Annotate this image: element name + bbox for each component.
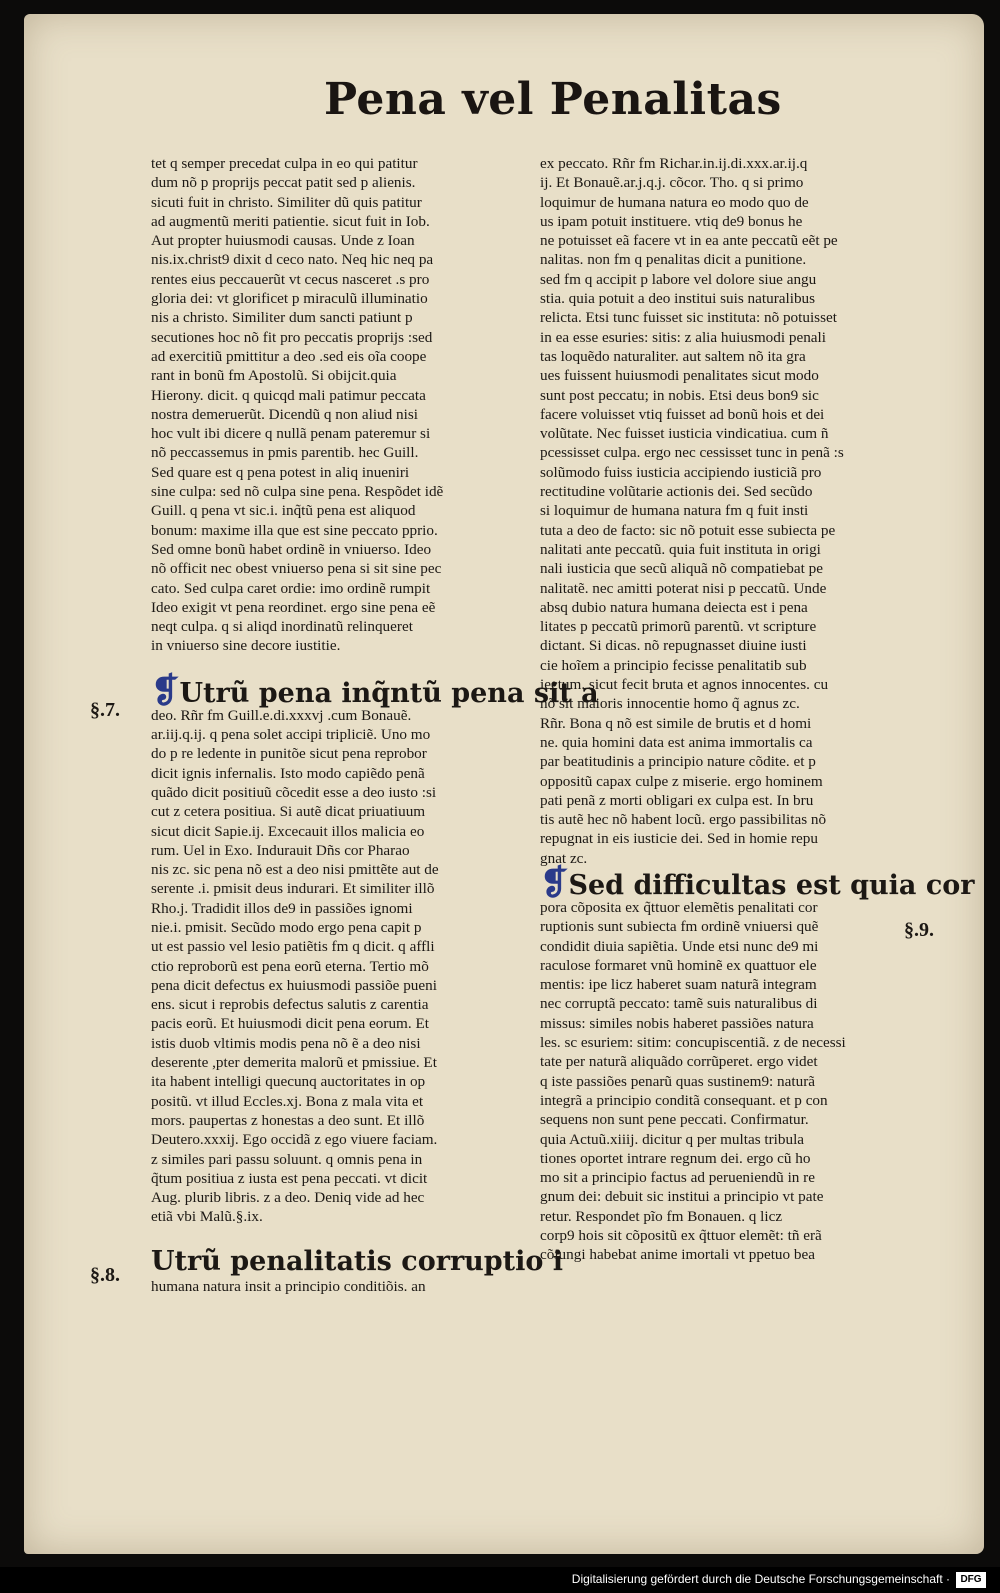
- text-line: ut est passio vel lesio patiẽtis fm q dicit. q affli: [151, 938, 435, 956]
- text-line: nali iusticia que secũ aliquã nõ compatiebat pe: [540, 560, 823, 578]
- text-line: q iste passiões penarũ quas sustinem9: naturã: [540, 1072, 816, 1090]
- text-line: sicut dicit Sapie.ij. Excecauit illos malicia eo: [151, 822, 425, 840]
- text-line: tet q semper precedat culpa in eo qui patitur: [151, 155, 418, 172]
- text-line: par beatitudinis a principio nature cõdite. et p: [540, 753, 816, 771]
- text-line: nõ peccassemus in pmis parentib. hec Guill.: [151, 444, 419, 462]
- text-line: nis a christo. Similiter dum sancti patiunt p: [151, 309, 413, 327]
- pilcrow-icon: ❡: [540, 862, 569, 903]
- text-line: mentis: ipe licz haberet suam naturã integram: [540, 976, 817, 994]
- text-line: sicuti fuit in christo. Similiter dũ quis patitur: [151, 193, 422, 211]
- section-mark-7: §.7.: [90, 699, 120, 721]
- text-line: raculose formaret vnũ hominẽ ex quattuor ele: [540, 956, 817, 974]
- text-line: ens. sicut i reprobis defectus salutis z carentia: [151, 996, 429, 1014]
- text-line: ita habent intelligi quecunq auctoritates in op: [151, 1073, 426, 1091]
- text-line: quia Actuũ.xiiij. dicitur q per multas tribula: [540, 1130, 805, 1148]
- text-line: q̃tum positiua z iusta est pena peccati. vt dicit: [151, 1169, 428, 1187]
- text-line: rentes eius peccauerũt vt cecus nasceret .s pro: [151, 270, 430, 288]
- text-line: solũmodo fuiss iusticia accipiendo iusticiã pro: [540, 463, 822, 481]
- text-line: pati penã z morti obligari ex culpa est. In bru: [540, 791, 814, 809]
- text-line: dicit ignis infernalis. Isto modo capiẽdo penã: [151, 764, 425, 782]
- text-line: volũtate. Nec fuisset iusticia vindicatiua. cum ñ: [540, 425, 829, 443]
- text-line: sunt post peccatu; in nobis. Etsi deus bon9 sic: [540, 386, 819, 404]
- text-line: neqt culpa. q si aliqd inordinatũ relinqueret: [151, 618, 413, 636]
- text-line: corp9 hois sit cõpositũ ex q̃ttuor elemẽt: tñ erã: [540, 1227, 822, 1245]
- text-line: nalitati ante peccatũ. quia fuit instituta in origi: [540, 540, 821, 558]
- text-line: tis autẽ hec nõ habent locũ. ergo passibilitas nõ: [540, 811, 827, 829]
- left-paragraph-2: [151, 706, 537, 1227]
- footer-bar: [0, 1567, 1000, 1593]
- left-heading-1: ❡Utrũ pena inq̃ntũ pena sit a: [151, 670, 599, 711]
- text-line: positũ. vt illud Eccles.xj. Bona z mala vita et: [151, 1092, 424, 1110]
- text-line: Aug. plurib libris. z a deo. Deniq vide ad hec: [151, 1189, 425, 1207]
- text-line: ne. quia homini data est anima immortalis ca: [540, 733, 813, 751]
- text-line: oppositũ capax culpe z miserie. ergo hominem: [540, 772, 823, 790]
- text-line: sequens non sunt pene peccati. Confirmatur.: [540, 1111, 809, 1129]
- text-line: dum nõ p proprijs peccat patit sed p alienis.: [151, 174, 416, 192]
- text-line: nostra demeruerũt. Dicendũ q non aliud nisi: [151, 405, 418, 423]
- text-line: pcessisset culpa. ergo nec cessisset tunc in penã :s: [540, 444, 844, 462]
- text-line: facere voluisset vtiq fuisset ad bonũ hois et dei: [540, 405, 825, 423]
- text-line: nec corruptã peccato: tamẽ suis naturalibus di: [540, 995, 818, 1013]
- text-line: ues fuissent huiusmodi penalitates sicut modo: [540, 367, 819, 385]
- text-line: Deutero.xxxij. Ego occidã z ego viuere faciam.: [151, 1131, 438, 1149]
- text-line: relicta. Etsi tunc fuisset sic instituta: nõ potuisset: [540, 309, 837, 327]
- text-line: deserente ,pter demerita malorũ et pmissiue. Et: [151, 1054, 437, 1072]
- text-line: tiones oportet intrare regnum dei. ergo cũ ho: [540, 1149, 811, 1167]
- page-title: Pena vel Penalitas: [324, 74, 782, 125]
- section-mark-9: §.9.: [904, 919, 934, 941]
- text-line: us ipam potuit instituere. vtiq de9 bonus he: [540, 212, 803, 230]
- text-line: ruptionis sunt subiecta fm ordinẽ vniuersi quẽ: [540, 918, 819, 936]
- text-line: si loquimur de humana natura fm q fuit insti: [540, 502, 809, 520]
- text-line: nõ sit maioris innocentie homo q̃ agnus zc.: [540, 695, 800, 713]
- text-line: mo sit a principio factus ad perueniendũ in re: [540, 1169, 815, 1187]
- text-line: cõiungi habebat anime imortali vt ppetuo bea: [540, 1246, 815, 1264]
- text-line: z similes pari passu soluunt. q omnis pena in: [151, 1150, 423, 1168]
- text-line: ex peccato. Rñr fm Richar.in.ij.di.xxx.ar.ij.q: [540, 155, 808, 172]
- right-column: [540, 154, 975, 1265]
- text-line: cie hoĩem a principio fecisse penalitatib sub: [540, 656, 807, 674]
- text-line: Guill. q pena vt sic.i. inq̃tũ pena est aliquod: [151, 502, 416, 520]
- text-line: Hierony. dicit. q quicqd mali patimur peccata: [151, 386, 426, 404]
- text-line: bonum: maxime illa que est sine peccato pprio.: [151, 521, 438, 539]
- book-page: [24, 14, 984, 1554]
- text-line: rum. Uel in Exo. Indurauit Dñs cor Pharao: [151, 841, 410, 859]
- text-line: serente .i. pmisit deus indurari. Et similiter illõ: [151, 880, 435, 898]
- text-line: gnat zc.: [540, 849, 588, 867]
- text-line: Sed quare est q pena potest in aliq inueniri: [151, 463, 410, 481]
- text-line: les. sc esuriem: sitim: concupiscentiã. z de necessi: [540, 1034, 846, 1052]
- text-line: dictant. Si dicas. nõ repugnasset diuine iusti: [540, 637, 807, 655]
- text-line: Rho.j. Tradidit illos de9 in passiões ignomi: [151, 899, 413, 917]
- text-line: absq dubio natura humana deiecta est i pena: [540, 598, 808, 616]
- text-line: nis.ix.christ9 dixit d ceco nato. Neq hic neq pa: [151, 251, 434, 269]
- left-paragraph-1: [151, 154, 537, 656]
- text-line: do p re ledente in punitõe sicut pena reprobor: [151, 745, 427, 763]
- pilcrow-icon: ❡: [151, 670, 180, 711]
- text-line: cut z cetera positiua. Si autẽ dicat priuatiuum: [151, 803, 426, 821]
- right-paragraph-1: [540, 154, 924, 868]
- text-line: nie.i. pmisit. Secũdo modo ergo pena capit p: [151, 918, 422, 936]
- dfg-logo: DFG: [956, 1572, 986, 1588]
- text-line: ad exercitiũ pmittitur a deo .sed eis oĩa coope: [151, 347, 427, 365]
- text-line: retur. Respondet pĩo fm Bonauen. q licz: [540, 1207, 783, 1225]
- text-line: ij. Et Bonauẽ.ar.j.q.j. cõcor. Tho. q si primo: [540, 174, 804, 192]
- text-line: condidit diuia sapiẽtia. Unde etsi nunc de9 mi: [540, 937, 819, 955]
- text-line: quãdo dicit positiuũ cõcedit esse a deo iusto :si: [151, 783, 437, 801]
- text-line: pacis eorũ. Et huiusmodi dicit pena eorum. Et: [151, 1015, 429, 1033]
- text-line: tas loquẽdo naturaliter. aut saltem nõ ita gra: [540, 347, 806, 365]
- text-line: ne potuisset eã facere vt in ea ante peccatũ eẽt pe: [540, 232, 838, 250]
- text-line: hoc vult ibi dicere q nullã penam pateremur si: [151, 425, 431, 443]
- text-line: pena dicit defectus ex huiusmodi passiõe pueni: [151, 976, 437, 994]
- text-line: etiã vbi Malũ.§.ix.: [151, 1208, 263, 1226]
- text-line: rant in bonũ fm Apostolũ. Si obijcit.quia: [151, 367, 397, 385]
- text-line: litates p peccatũ primorũ parentũ. vt scripture: [540, 618, 817, 636]
- text-line: ad augmentũ meriti patientie. sicut fuit in Iob.: [151, 212, 430, 230]
- footer-credit: Digitalisierung gefördert durch die Deutsche Forschungsgemeinschaft ·: [571, 1572, 950, 1586]
- text-line: nis zc. sic pena nõ est a deo nisi pmittẽte aut de: [151, 861, 439, 879]
- text-line: istis duob vltimis modis pena nõ ẽ a deo nisi: [151, 1034, 421, 1052]
- text-line: nalitas. non fm q penalitas dicit a punitione.: [540, 251, 807, 269]
- left-paragraph-3: [151, 1277, 537, 1296]
- text-line: integrã a principio conditã consequant. et p con: [540, 1091, 828, 1109]
- text-line: Sed omne bonũ habet ordinẽ in vniuerso. Ideo: [151, 540, 432, 558]
- text-line: in ea esse esuries: sitis: z alia huiusmodi penali: [540, 328, 826, 346]
- text-line: repugnat in eis iusticie dei. Sed in homie repu: [540, 830, 818, 848]
- text-line: ctio reproborũ est pena eorũ eterna. Tertio mõ: [151, 957, 429, 975]
- text-line: ar.iij.q.ij. q pena solet accipi tripliciẽ. Uno mo: [151, 726, 431, 744]
- right-paragraph-2: [540, 898, 924, 1265]
- text-line: deo. Rñr fm Guill.e.di.xxxvj .cum Bonauẽ.: [151, 706, 412, 724]
- text-line: sine culpa: sed nõ culpa sine pena. Respõdet idẽ: [151, 483, 444, 501]
- text-line: loquimur de humana natura eo modo quo de: [540, 193, 809, 211]
- text-line: mors. paupertas z honestas a deo sunt. Et illõ: [151, 1111, 425, 1129]
- text-line: nalitatẽ. nec amitti poterat nisi p peccatũ. Unde: [540, 579, 827, 597]
- text-line: Aut propter huiusmodi causas. Unde z Ioan: [151, 232, 415, 250]
- text-line: pora cõposita ex q̃ttuor elemẽtis penalitati cor: [540, 898, 818, 916]
- text-line: rectitudine volũtarie actionis dei. Sed secũdo: [540, 483, 813, 501]
- text-line: tate per naturã aliquãdo corrũperet. ergo videt: [540, 1053, 818, 1071]
- text-line: gnum dei: debuit sic institui a principio vt pate: [540, 1188, 824, 1206]
- left-heading-2: Utrũ penalitatis corruptio i: [151, 1245, 564, 1277]
- text-line: nõ officit nec obest vniuerso pena si sit sine pec: [151, 560, 442, 578]
- text-line: sed fm q accipit p labore vel dolore siue angu: [540, 270, 817, 288]
- text-line: stia. quia potuit a deo institui suis naturalibus: [540, 290, 816, 308]
- text-line: tuta a deo de facto: sic nõ potuit esse subiecta pe: [540, 521, 836, 539]
- text-line: humana natura insit a principio conditiõis. an: [151, 1277, 426, 1295]
- text-line: in vniuerso sine decore iustitie.: [151, 637, 341, 655]
- section-mark-8: §.8.: [90, 1264, 120, 1286]
- text-line: iectum. sicut fecit bruta et agnos innocentes. cu: [540, 676, 829, 694]
- text-line: gloria dei: vt glorificet p miraculũ illuminatio: [151, 290, 428, 308]
- text-line: missus: similes nobis haberet passiões natura: [540, 1014, 814, 1032]
- text-line: cato. Sed culpa caret ordie: imo ordinẽ rumpit: [151, 579, 431, 597]
- text-line: Rñr. Bona q nõ est simile de brutis et d homi: [540, 714, 812, 732]
- text-line: secutiones hoc nõ fit pro peccatis proprijs :sed: [151, 328, 433, 346]
- right-heading-1: ❡Sed difficultas est quia cor: [540, 862, 975, 903]
- text-line: Ideo exigit vt pena reordinet. ergo sine pena eẽ: [151, 598, 436, 616]
